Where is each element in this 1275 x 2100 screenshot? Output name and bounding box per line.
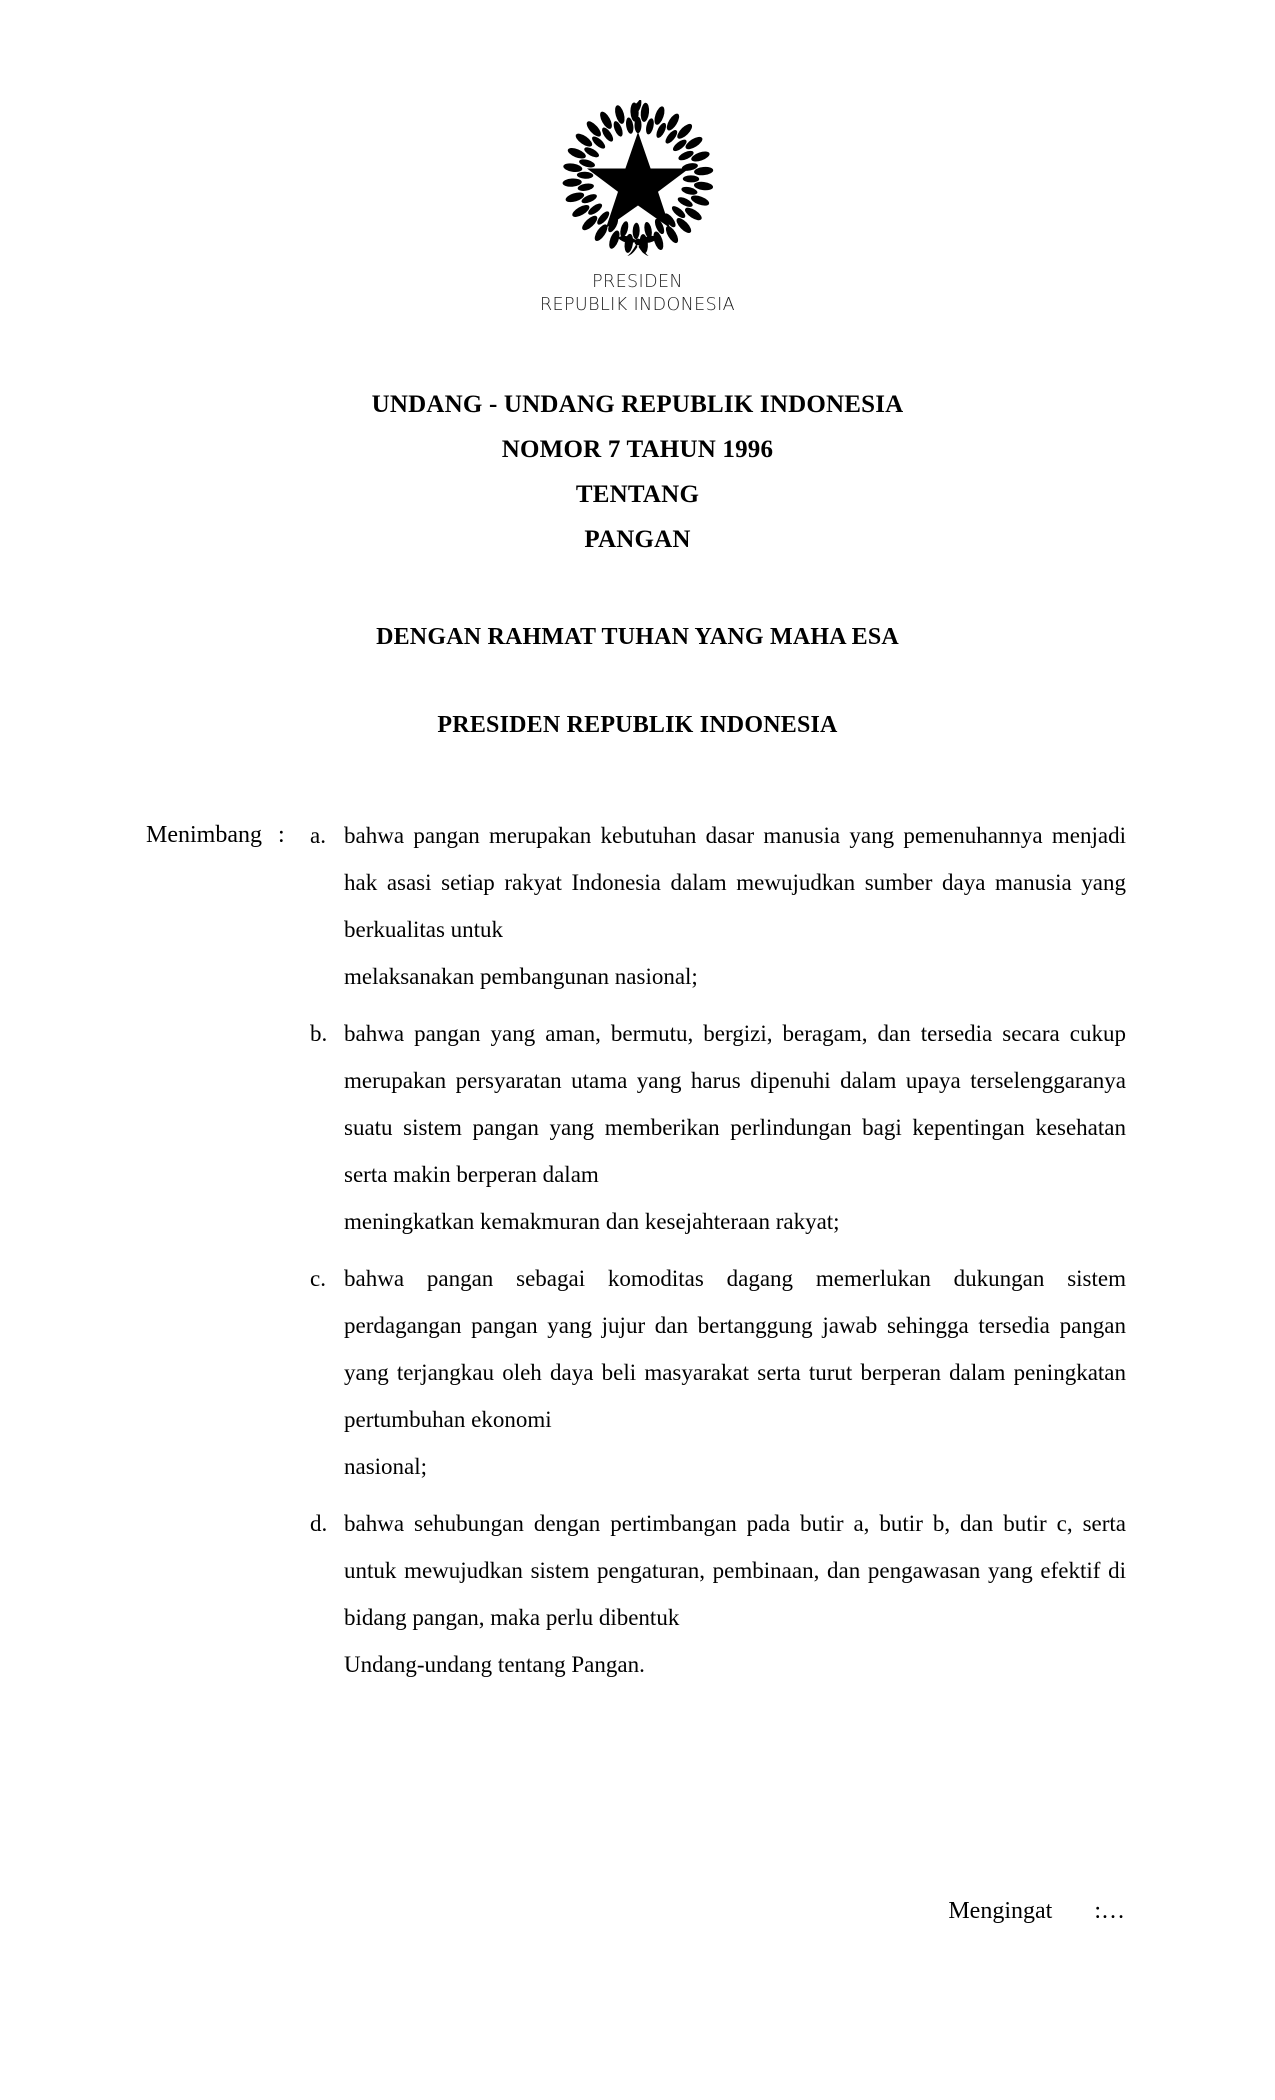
considering-clause-b bbox=[310, 1010, 1126, 1245]
clause-tail: nasional; bbox=[344, 1454, 428, 1479]
clause-marker: c. bbox=[310, 1266, 326, 1291]
considering-colon: : bbox=[278, 822, 285, 848]
clause-text bbox=[344, 1500, 1126, 1688]
clause-marker: b. bbox=[310, 1021, 328, 1046]
considering-items bbox=[310, 812, 1126, 1688]
clause-tail: melaksanakan pembangunan nasional; bbox=[344, 964, 698, 989]
title-line-about: TENTANG bbox=[575, 481, 700, 508]
clause-body: bahwa pangan sebagai komoditas dagang memerlukan dukungan sistem perdagangan pangan yang jujur dan bertanggung jawab sehingga tersedia pangan yang terjangkau oleh daya beli masyarakat serta turut berperan dalam peningkatan pertumbuhan ekonomi bbox=[344, 1266, 1126, 1432]
considering-clause-d bbox=[310, 1500, 1126, 1688]
clause-tail: meningkatkan kemakmuran dan kesejahteraan rakyat; bbox=[344, 1209, 840, 1234]
clause-text bbox=[344, 812, 1126, 1000]
next-section-marker bbox=[0, 1898, 1275, 1925]
title-line-number: NOMOR 7 TAHUN 1996 bbox=[501, 436, 774, 463]
title-line-law: UNDANG - UNDANG REPUBLIK INDONESIA bbox=[371, 391, 904, 418]
emblem-caption-line-1: PRESIDEN bbox=[592, 272, 683, 292]
clause-body: bahwa pangan merupakan kebutuhan dasar manusia yang pemenuhannya menjadi hak asasi setiap rakyat Indonesia dalam mewujudkan sumber daya manusia yang berkualitas untuk bbox=[344, 823, 1126, 942]
emblem-caption bbox=[0, 271, 1275, 317]
considering-label: Menimbang bbox=[146, 822, 262, 848]
considering-row bbox=[146, 812, 1126, 1688]
next-section-label: Mengingat bbox=[948, 1898, 1053, 1924]
considering-clause-c bbox=[310, 1255, 1126, 1490]
clause-text bbox=[344, 1010, 1126, 1245]
considering-section bbox=[146, 812, 1126, 1688]
title-line-subject: PANGAN bbox=[584, 526, 691, 553]
emblem-caption-line-2: REPUBLIK INDONESIA bbox=[539, 295, 736, 316]
blessing-heading: DENGAN RAHMAT TUHAN YANG MAHA ESA bbox=[376, 624, 899, 650]
next-section-value: :… bbox=[1094, 1898, 1125, 1924]
clause-body: bahwa pangan yang aman, bermutu, bergizi, beragam, dan tersedia secara cukup merupakan persyaratan utama yang harus dipenuhi dalam upaya terselenggaranya suatu sistem pangan yang memberikan perlindungan bagi kepentingan kesehatan serta makin berperan dalam bbox=[344, 1021, 1126, 1187]
clause-text bbox=[344, 1255, 1126, 1490]
clause-tail: Undang-undang tentang Pangan. bbox=[344, 1652, 645, 1677]
clause-marker: a. bbox=[310, 823, 326, 848]
page-title bbox=[0, 382, 1275, 562]
considering-clause-a bbox=[310, 812, 1126, 1000]
clause-body: bahwa sehubungan dengan pertimbangan pada butir a, butir b, dan butir c, serta untuk mewujudkan sistem pengaturan, pembinaan, dan pengawasan yang efektif di bidang pangan, maka perlu dibentuk bbox=[344, 1511, 1126, 1630]
indonesia-presidential-seal-icon bbox=[545, 100, 731, 260]
document-header bbox=[0, 100, 1275, 317]
clause-marker: d. bbox=[310, 1511, 328, 1536]
authority-heading: PRESIDEN REPUBLIK INDONESIA bbox=[437, 712, 838, 738]
